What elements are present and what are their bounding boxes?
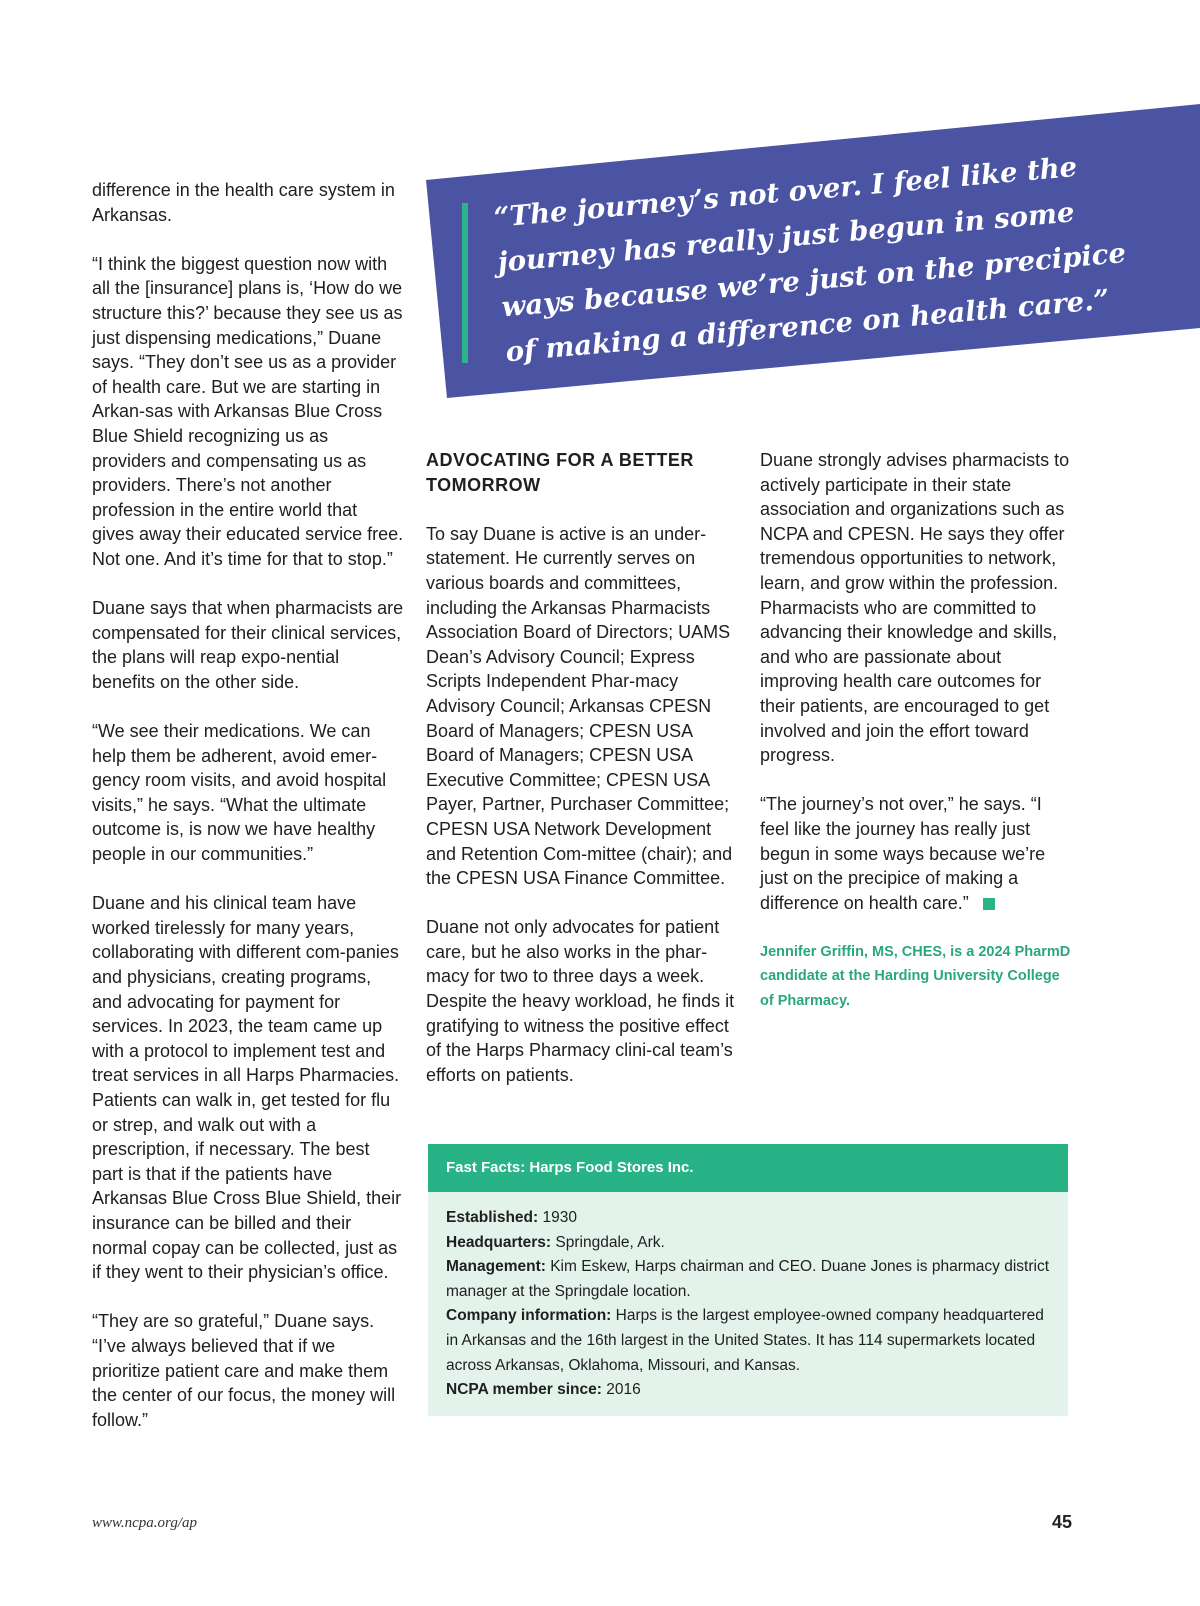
quote-accent-bar [462, 203, 468, 363]
fact-label: Established: [446, 1209, 539, 1226]
fact-label: Company information: [446, 1307, 612, 1325]
fact-member-since [446, 1378, 1050, 1403]
fact-label: Headquarters: [446, 1233, 552, 1251]
closing-paragraph [760, 792, 1072, 915]
fact-value: 2016 [606, 1381, 641, 1399]
fact-headquarters [446, 1231, 1050, 1256]
fact-value: 1930 [542, 1209, 577, 1226]
body-paragraph: Duane strongly advises pharmacists to actively participate in their state association and organizations such as NCPA and CPESN. He says they offer tremendous opportunities to network, learn, and grow within the profession. Pharmacists who are committed to advancing their knowledge and skills, and who are passionate about improving health care outcomes for their patients, are encouraged to get involved and join the effort toward progress. [760, 450, 1070, 766]
fact-value: Kim Eskew, Harps chairman and CEO. Duane Jones is pharmacy district manager at the Springdale location. [446, 1258, 1049, 1300]
page-number: 45 [1052, 1512, 1073, 1532]
article-column-left [92, 178, 404, 1457]
fact-company-info [446, 1304, 1050, 1378]
author-byline: Jennifer Griffin, MS, CHES, is a 2024 PharmD candidate at the Harding University College of Pharmacy. [760, 943, 1071, 1010]
pull-quote-text: “The journey’s not over. I feel like the journey has really just begun in some ways because we’re just on the precipice of making a difference on health care.” [492, 150, 1128, 369]
closing-quote: “The journey’s not over,” he says. “I feel like the journey has really just begun in some ways because we’re just on the precipice of making a difference on health care.” [760, 794, 1046, 913]
body-paragraph: “I think the biggest question now with all the [insurance] plans is, ‘How do we structure this?’ because they see us as just dispensing medications,” Duane says. “They don’t see us as a provider of health care. But we are starting in Arkan-sas with Arkansas Blue Cross Blue Shield recognizing us as providers and compensating us as providers. There’s not another profession in the entire world that gives away their educated service free. Not one. And it’s time for that to stop.” [92, 253, 404, 569]
fact-value: Springdale, Ark. [555, 1233, 665, 1251]
body-paragraph: “We see their medications. We can help them be adherent, avoid emer-gency room visits, and avoid hospital visits,” he says. “What the ultimate outcome is, is now we have healthy people in our communities.” [92, 721, 387, 865]
body-paragraph: Duane says that when pharmacists are compensated for their clinical services, the plans will reap expo-nential benefits on the other side. [92, 598, 404, 692]
fact-label: Management: [446, 1258, 546, 1276]
fact-label: NCPA member since: [446, 1381, 602, 1399]
body-paragraph: “They are so grateful,” Duane says. “I’ve always believed that if we prioritize patient care and make them the center of our focus, the money will follow.” [92, 1311, 396, 1430]
article-column-right [760, 448, 1072, 1038]
fact-established [446, 1206, 1050, 1231]
fast-facts-box [428, 1144, 1068, 1416]
fast-facts-title: Fast Facts: Harps Food Stores Inc. [428, 1144, 1068, 1192]
end-of-article-square-icon [983, 898, 995, 910]
fast-facts-body [428, 1192, 1068, 1403]
body-paragraph: To say Duane is active is an under-statement. He currently serves on various boards and committees, including the Arkansas Pharmacists Association Board of Directors; UAMS Dean’s Advisory Council; Express Scripts Independent Phar-macy Advisory Council; Arkansas CPESN Board of Managers; CPESN USA Board of Managers; CPESN USA Executive Committee; CPESN USA Payer, Partner, Purchaser Committee; CPESN USA Network Development and Retention Com-mittee (chair); and the CPESN USA Finance Committee. [426, 523, 733, 889]
footer-url: www.ncpa.org/ap [92, 1515, 198, 1531]
body-paragraph: Duane and his clinical team have worked tirelessly for many years, collaborating with different com-panies and physicians, creating programs, and advocating for payment for services. In 2023, the team came up with a protocol to implement test and treat services in all Harps Pharmacies. Patients can walk in, get tested for flu or strep, and walk out with a prescription, if necessary. The best part is that if the patients have Arkansas Blue Cross Blue Shield, their insurance can be billed and their normal copay can be collected, just as if they went to their physician’s office. [92, 893, 402, 1283]
fact-management [446, 1255, 1050, 1304]
fact-value: Harps is the largest employee-owned company headquartered in Arkansas and the 16th largest in the United States. It has 114 supermarkets located across Arkansas, Oklahoma, Missouri, and Kansas. [446, 1307, 1044, 1374]
article-column-middle [426, 448, 738, 1112]
section-heading: ADVOCATING FOR A BETTER TOMORROW [426, 450, 694, 495]
body-paragraph: difference in the health care system in Arkansas. [92, 180, 395, 225]
body-paragraph: Duane not only advocates for patient care, but he also works in the phar-macy for two to three days a week. Despite the heavy workload, he finds it gratifying to witness the positive effect of the Harps Pharmacy clini-cal team’s efforts on patients. [426, 917, 735, 1085]
